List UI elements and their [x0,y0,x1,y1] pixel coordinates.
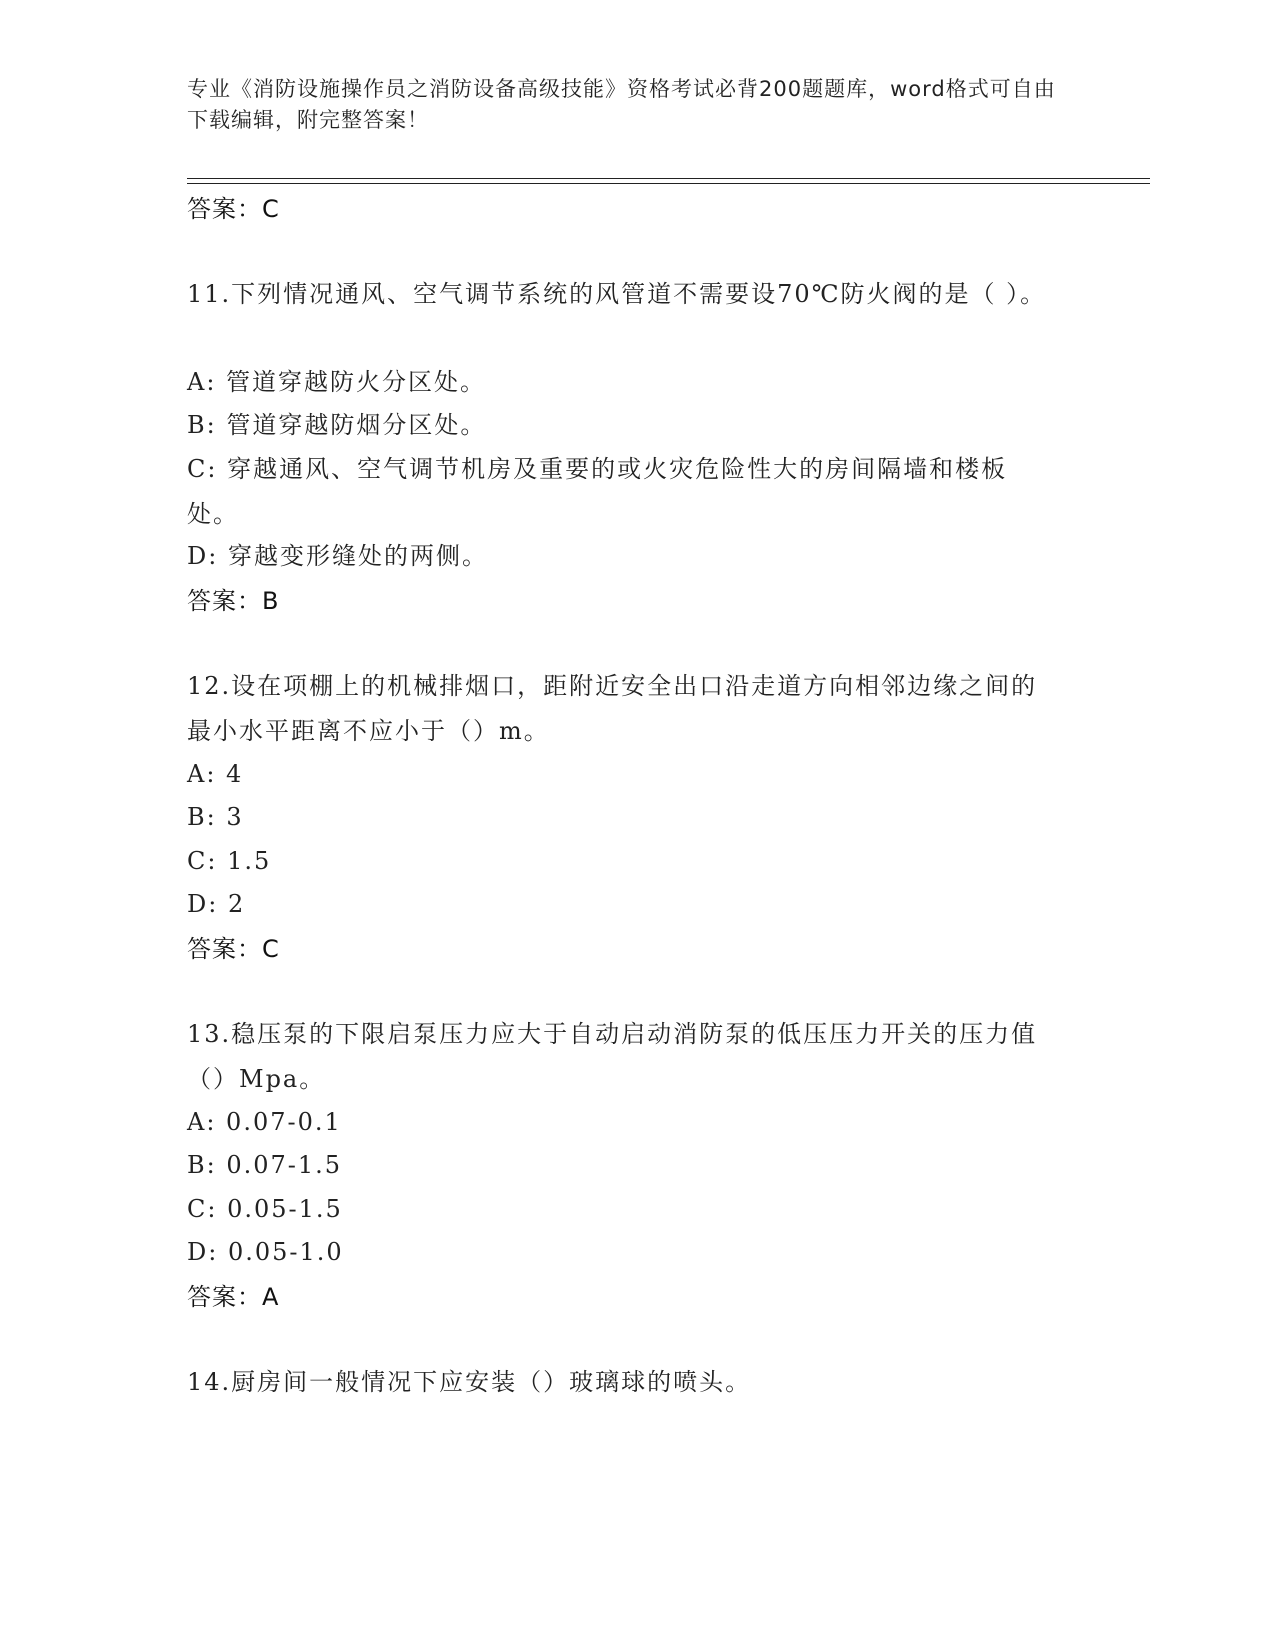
question-13-option-a: A: 0.07-0.1 [187,1108,342,1136]
question-11-answer: 答案：B [187,587,280,615]
question-11-option-d: D: 穿越变形缝处的两侧。 [187,542,488,570]
question-11-stem: 11.下列情况通风、空气调节系统的风管道不需要设70℃防火阀的是（ ）。 [187,280,1047,308]
question-12-option-b: B: 3 [187,803,244,831]
question-13-option-c: C: 0.05-1.5 [187,1195,343,1223]
question-12-option-c: C: 1.5 [187,847,272,875]
question-11-option-b: B: 管道穿越防烟分区处。 [187,411,487,439]
question-11-option-a: A: 管道穿越防火分区处。 [187,368,487,396]
question-12-stem: 12.设在项棚上的机械排烟口，距附近安全出口沿走道方向相邻边缘之间的最小水平距离不应小于（）m。 [187,672,1038,745]
header-divider-bottom [187,183,1150,184]
question-13-option-b: B: 0.07-1.5 [187,1151,343,1179]
question-14-stem: 14.厨房间一般情况下应安装（）玻璃球的喷头。 [187,1368,752,1396]
question-12-answer: 答案：C [187,935,280,963]
question-11-option-c: C: 穿越通风、空气调节机房及重要的或火灾危险性大的房间隔墙和楼板处。 [187,455,1008,528]
question-12-option-d: D: 2 [187,890,246,918]
question-13-option-d: D: 0.05-1.0 [187,1238,344,1266]
question-12-option-a: A: 4 [187,760,244,788]
document-header-title: 专业《消防设施操作员之消防设备高级技能》资格考试必背200题题库，word格式可自由下载编辑，附完整答案！ [187,77,1056,132]
question-13-answer: 答案：A [187,1283,280,1311]
header-divider-top [187,178,1150,179]
answer-label: 答案：C [187,195,280,223]
question-13-stem: 13.稳压泵的下限启泵压力应大于自动启动消防泵的低压压力开关的压力值（）Mpa。 [187,1020,1038,1093]
